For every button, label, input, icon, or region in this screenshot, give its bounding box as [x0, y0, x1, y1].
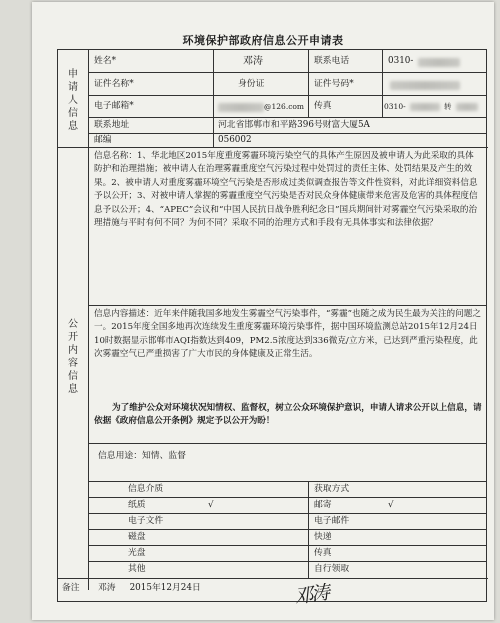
name-value: 邓涛 [243, 56, 263, 67]
redacted-phone [418, 58, 460, 67]
fax-ext-label: 转 [444, 102, 452, 111]
method-option-pickup: 自行领取 [314, 564, 350, 574]
media-row-divider [88, 529, 486, 530]
id-number-label: 证件号码* [314, 79, 354, 89]
phone-label: 联系电话 [314, 56, 350, 66]
remark-value: 邓涛 2015年12月24日 [98, 583, 201, 593]
request-statement-text: 为了维护公众对环境状况知情权、监督权，树立公众环境保护意识，申请人请求公开以上信息，请依据《政府信息公开条例》规定予以公开为盼！ [94, 403, 482, 427]
row-divider [88, 117, 486, 118]
row-divider [88, 133, 486, 134]
row-divider [88, 443, 486, 444]
row-divider [88, 481, 486, 482]
method-option-express: 快递 [314, 532, 332, 542]
media-option-disk: 磁盘 [128, 532, 146, 542]
label-column-divider [88, 50, 89, 590]
email-value: @126.com [264, 102, 305, 111]
media-option-cd: 光盘 [128, 548, 146, 558]
redacted-fax [410, 103, 440, 111]
fax-value: 0310- [384, 102, 406, 111]
media-header: 信息介质 [128, 484, 164, 494]
check-mark: √ [388, 500, 394, 510]
fax-label: 传真 [314, 101, 332, 111]
row-divider [88, 305, 486, 306]
media-row-divider [88, 497, 486, 498]
info-description-text: 信息内容描述：近年来伴随我国多地发生雾霾空气污染事件，“雾霾”也随之成为民生最为关注的问题之一。2015年度全国多地再次连续发生重度雾霾环境污染事件，据中国环境监测总站2015年12月24日10时数据显示邯郸市AQI指数达到409，PM2.5浓度达到336微克/立方米，已达到严重污染程度，此次雾霾空气已严重损害了广大市民的身体健康及正常生活。 [94, 309, 481, 360]
address-value: 河北省邯郸市和平路396号财富大厦5A [218, 120, 370, 130]
section-divider [58, 147, 488, 148]
handwritten-signature: 邓涛 [292, 581, 330, 609]
method-option-email: 电子邮件 [314, 516, 350, 526]
media-option-electronic: 电子文件 [128, 516, 164, 526]
id-type-value: 身份证 [238, 79, 265, 89]
check-mark: √ [208, 500, 214, 510]
info-purpose-text: 信息用途：知情、监督 [98, 451, 186, 461]
media-row-divider [88, 545, 486, 546]
remark-label: 备注 [62, 583, 80, 593]
media-row-divider [88, 513, 486, 514]
media-option-paper: 纸质 [128, 500, 146, 510]
media-option-other: 其他 [128, 564, 146, 574]
address-label: 联系地址 [94, 120, 130, 130]
redacted-id-number [390, 81, 460, 90]
media-row-divider [88, 561, 486, 562]
applicant-section-label: 申请人信息 [68, 69, 78, 132]
info-name-text: 信息名称：1、华北地区2015年度重度雾霾环境污染空气的具体产生原因及被申请人为此采取的具体防护和治理措施；被申请人在治理雾霾重度空气污染过程中处罚过的责任主体、处罚结果及产生的效果。2、被申请人对重度雾霾环境空气污染是否形成过类似调查报告等文件性资料，对此详细资料信息予以公开；3、对被申请人掌握的雾霾重度空气污染是否对民众身体健康带来危害及危害的具体程度信息予以公开；4、“APEC”会议和“中国人民抗日战争胜利纪念日”国兵期间针对雾霾空气污染采取的治理措施与平时有何不同？为何不同？采取不同的治理方式和手段有无具体事实和法律依据？ [94, 151, 478, 229]
application-table [57, 49, 487, 602]
column-divider [382, 50, 383, 117]
redacted-fax-ext [456, 103, 478, 111]
method-option-post: 邮寄 [314, 500, 332, 510]
remark-divider [58, 578, 488, 579]
method-option-fax: 传真 [314, 548, 332, 558]
id-type-label: 证件名称* [94, 79, 134, 89]
name-label: 姓名* [94, 56, 116, 66]
redacted-email [218, 103, 264, 112]
column-divider [308, 50, 309, 117]
application-form-page [32, 2, 494, 620]
row-divider [88, 72, 486, 73]
phone-value: 0310- [388, 56, 414, 66]
email-label: 电子邮箱* [94, 101, 134, 111]
postcode-label: 邮编 [94, 135, 112, 145]
content-section-label: 公开内容信息 [68, 319, 78, 395]
form-title: 环境保护部政府信息公开申请表 [182, 34, 344, 47]
row-divider [88, 95, 486, 96]
postcode-value: 056002 [218, 135, 252, 145]
method-header: 获取方式 [314, 484, 350, 494]
